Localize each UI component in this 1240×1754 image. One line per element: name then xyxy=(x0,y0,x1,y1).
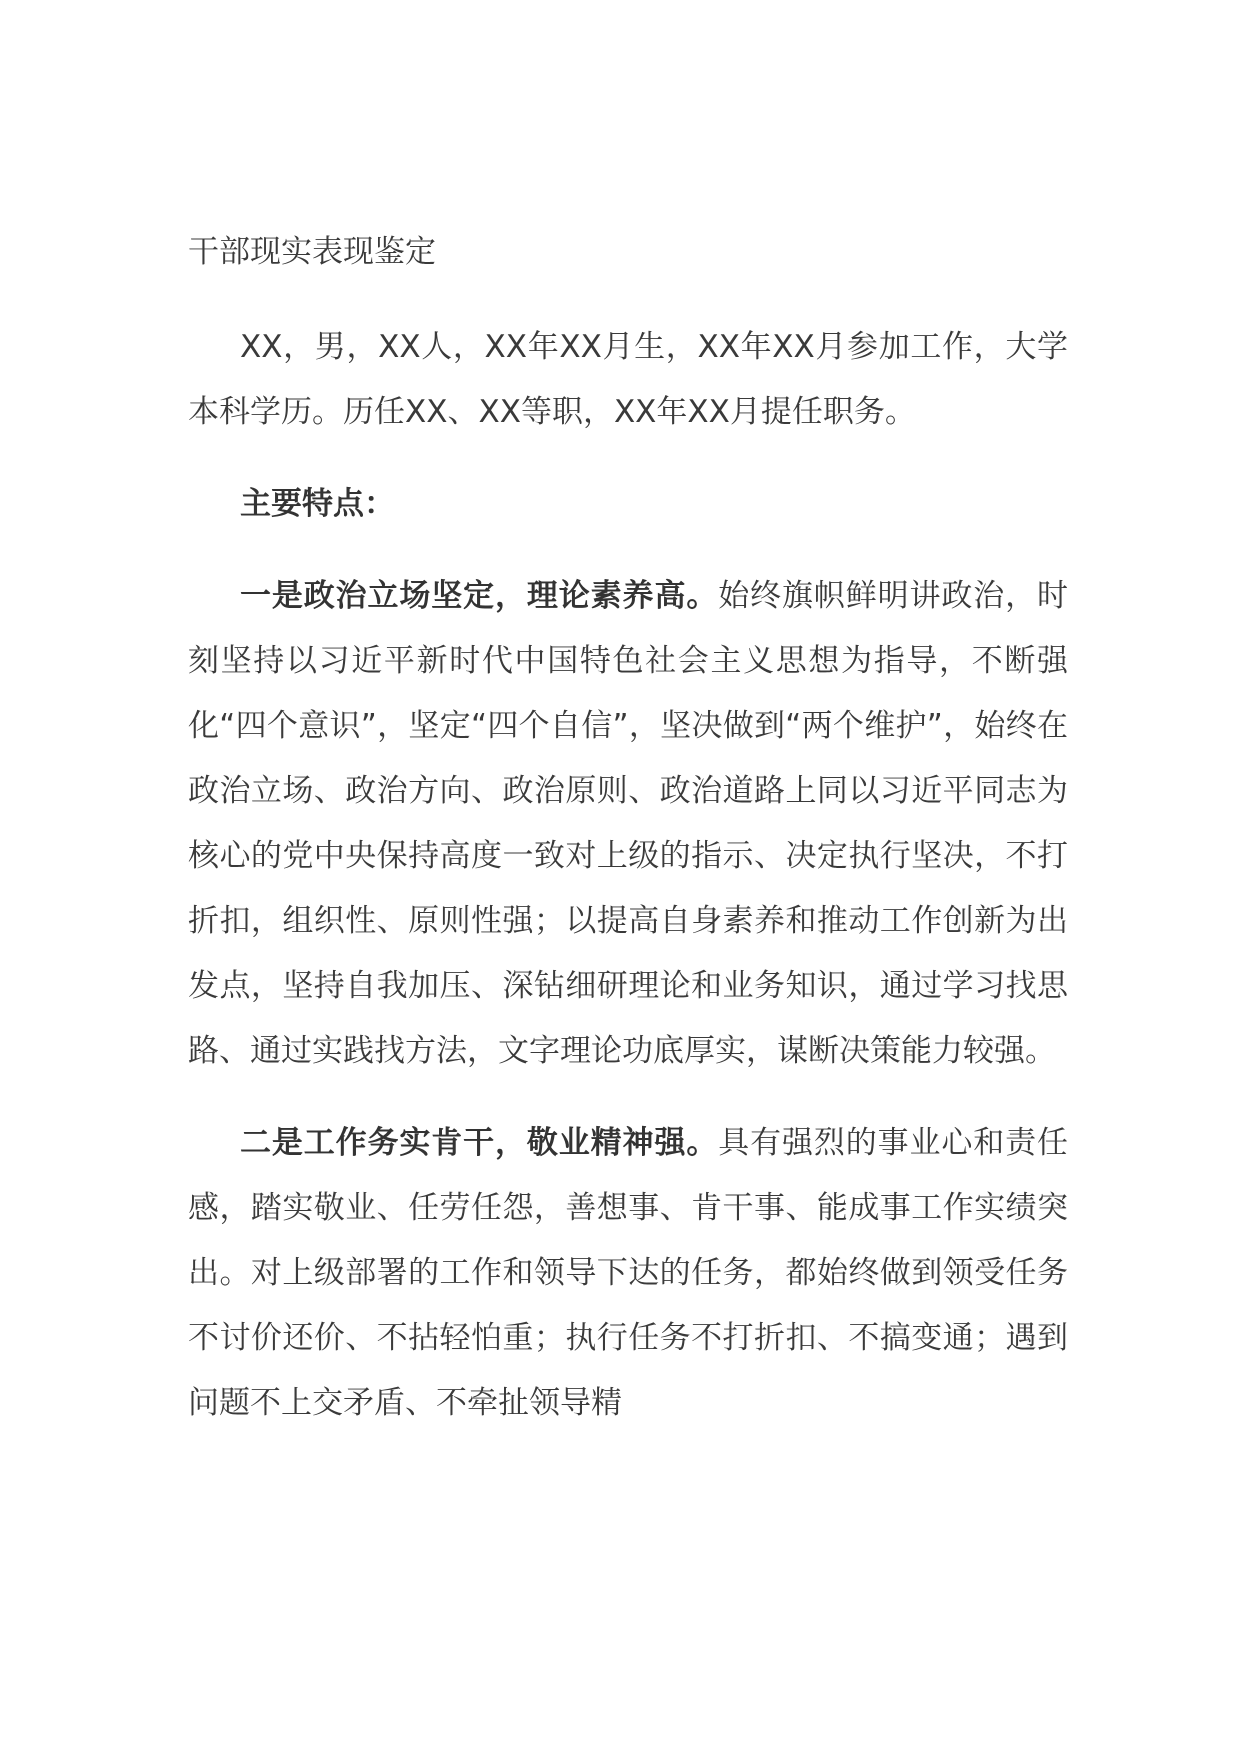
intro-paragraph: XX，男，XX人，XX年XX月生，XX年XX月参加工作，大学本科学历。历任XX、XX等职，XX年XX月提任职务。 xyxy=(188,329,1068,430)
point-text-1: 始终旗帜鲜明讲政治，时刻坚持以习近平新时代中国特色社会主义思想为指导，不断强化“四个意识”，坚定“四个自信”，坚决做到“两个维护”，始终在政治立场、政治方向、政治原则、政治道路上同以习近平同志为核心的党中央保持高度一致对上级的指示、决定执行坚决，不打折扣，组织性、原则性强；以提高自身素养和推动工作创新为出发点，坚持自我加压、深钻细研理论和业务知识，通过学习找思路、通过实践找方法，文字理论功底厚实，谋断决策能力较强。 xyxy=(188,578,1069,1069)
point-lead-1: 一是政治立场坚定，理论素养高。 xyxy=(240,578,719,614)
section-heading: 主要特点： xyxy=(240,486,395,522)
point-paragraph-1 xyxy=(188,564,1068,1084)
point-text-2: 具有强烈的事业心和责任感，踏实敬业、任劳任怨，善想事、肯干事、能成事工作实绩突出。对上级部署的工作和领导下达的任务，都始终做到领受任务不讨价还价、不拈轻怕重；执行任务不打折扣、不搞变通；遇到问题不上交矛盾、不牵扯领导精 xyxy=(188,1125,1069,1421)
document-body xyxy=(188,220,1068,1463)
document-title: 干部现实表现鉴定 xyxy=(188,234,436,270)
point-lead-2: 二是工作务实肯干，敬业精神强。 xyxy=(240,1125,719,1161)
point-paragraph-2 xyxy=(188,1111,1068,1436)
